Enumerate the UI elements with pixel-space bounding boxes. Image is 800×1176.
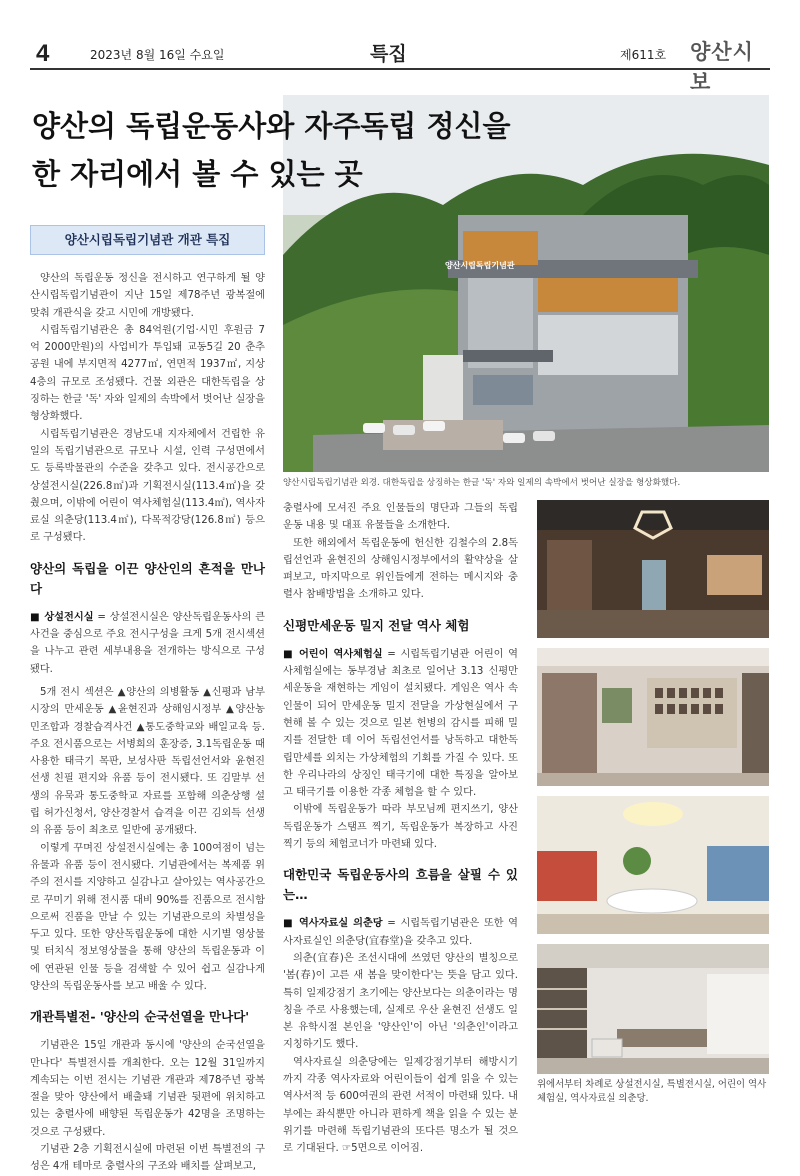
subheading: 신평만세운동 밀지 전달 역사 체험 bbox=[283, 617, 470, 633]
paragraph: 이렇게 꾸며진 상설전시실에는 총 100여점이 넘는 유물과 유품 등이 전시됐다. 기념관에서는 복제품 위주의 전시를 지양하고 실감나고 살아있는 역사공간으로 꾸미기 위해 전시품 대비 90%를 진품으로 전시함으로써 진품을 만날 수 있는 기념관으로의 차별성을 두고 있다. 또한 양산독립운동에 대한 시기별 영상물 및 터치식 정보영상물을 통해 양산의 독립운동과 이에 연관된 인물 등을 검색할 수 있어 쉽고 실감나게 양산의 독립운동사를 보고 배울 수 있다. bbox=[30, 842, 265, 992]
paragraph: 역사자료실 의춘당에는 일제강점기부터 해방시기까지 각종 역사자료와 어린이들이 쉽게 읽을 수 있는 역사서적 등 600여권의 관련 서적이 마련돼 있다. 내부에는 좌식뿐만 아니라 편하게 책을 읽을 수 있는 분위기를 마련해 독립기념관의 또다른 명소가 될 것으로 기대된다. ☞5면으로 이어짐. bbox=[283, 1056, 518, 1155]
permanent-exhibition-photo bbox=[537, 500, 769, 638]
section-lead: ■ 어린이 역사체험실 bbox=[283, 648, 383, 660]
paragraph: 기념관은 15일 개관과 동시에 '양산의 순국선열을 만나다' 특별전시를 개최한다. 오는 12월 31일까지 계속되는 이번 전시는 기념관 개관과 제78주년 광복절을 맞아 양산에서 배출돼 기념관 뒷편에 위치하고 있는 충렬사에 배향된 독립운동가 42명을 조명하는 것으로 구성됐다. bbox=[30, 1040, 265, 1138]
paragraph: 5개 전시 섹션은 ▲양산의 의병활동 ▲신평과 남부시장의 만세운동 ▲윤현진과 상해임시정부 ▲양산농민조합과 경찰습격사건 ▲통도중학교와 배일교육 등. 주요 전시품으로는 서병희의 훈장증, 3.1독립운동 때 사용한 태극기 목판, 보성사판 독립선언서와 윤현진 선생 친필 편지와 유품 등이 전시됐다. 또 김말부 선생의 유묵과 통도중학교 자료를 포함해 의춘상행 설립 허가신청서, 양산경찰서 습격을 이끈 김외득 선생의 유품 등이 최초로 일반에 공개됐다. bbox=[30, 686, 265, 837]
building-sign: 양산시립독립기념관 bbox=[445, 261, 515, 270]
paragraph: 양산의 독립운동 정신을 전시하고 연구하게 될 양산시립독립기념관이 지난 15일 제78주년 광복절에 맞춰 개관식을 갖고 시민에 개방됐다. bbox=[30, 273, 265, 319]
feature-tag: 양산시립독립기념관 개관 특집 bbox=[30, 225, 265, 255]
masthead-divider bbox=[30, 68, 770, 70]
archive-room-photo bbox=[537, 944, 769, 1074]
paragraph: 충렬사에 모셔진 주요 인물들의 명단과 그들의 독립운동 내용 및 대표 유물들을 소개한다. bbox=[283, 503, 518, 532]
article-column-middle bbox=[283, 500, 518, 1158]
article-column-left bbox=[30, 270, 265, 1176]
paragraph: 또한 해외에서 독립운동에 헌신한 김철수의 2.8독립선언과 윤현진의 상해임시정부에서의 활약상을 살펴보고, 마지막으로 위인들에게 전하는 메시지와 충렬사 참배방법을 소개하고 있다. bbox=[283, 537, 518, 601]
paragraph: ■ 역사자료실 의춘당 = 시립독립기념관은 또한 역사자료실인 의춘당(宜春堂)을 갖추고 있다. bbox=[283, 918, 518, 947]
paragraph: ■ 상설전시실 = 상설전시실은 양산독립운동사의 큰 사건을 중심으로 주요 전시구성을 크게 5개 전시섹션을 나누고 관련 세부내용을 전개하는 방식으로 구성됐다. bbox=[30, 611, 265, 675]
issue-number: 제611호 bbox=[620, 48, 667, 62]
subheading: 대한민국 독립운동사의 흐름을 살필 수 있는… bbox=[283, 867, 518, 903]
paragraph: 시립독립기념관은 총 84억원(기업·시민 후원금 7억 2000만원)의 사업비가 투입돼 교동5길 20 춘추공원 내에 부지면적 4277㎡, 연면적 1937㎡, 지상 4층의 규모로 조성됐다. 건물 외관은 대한독립을 상징하는 한글 '독' 자와 일제의 속박에서 벗어난 실장을 형상화했다. bbox=[30, 324, 265, 423]
headline bbox=[32, 102, 592, 198]
headline-line-2: 한 자리에서 볼 수 있는 곳 bbox=[32, 157, 363, 191]
section-title: 특집 bbox=[370, 43, 407, 65]
page-number: 4 bbox=[36, 40, 50, 67]
subheading: 양산의 독립을 이끈 양산인의 흔적을 만나다 bbox=[30, 560, 265, 596]
main-photo-caption: 양산시립독립기념관 외경. 대한독립을 상징하는 한글 '독' 자와 일제의 속박에서 벗어난 실장을 형상화했다. bbox=[283, 478, 681, 488]
subheading: 개관특별전- '양산의 순국선열을 만나다' bbox=[30, 1009, 250, 1025]
paragraph: 기념관 2층 기획전시실에 마련된 이번 특별전의 구성은 4개 테마로 충렬사의 구조와 배치를 살펴보고, bbox=[30, 1144, 265, 1173]
section-lead: ■ 상설전시실 bbox=[30, 611, 94, 623]
section-lead: ■ 역사자료실 의춘당 bbox=[283, 918, 383, 930]
continue-note: ☞5면으로 이어짐. bbox=[341, 1143, 424, 1155]
newspaper-logo: 양산시보 bbox=[690, 39, 754, 94]
paragraph: 이밖에 독립운동가 따라 부모님께 편지쓰기, 양산독립운동가 스탬프 찍기, 독립운동가 복장하고 사진찍기 등의 체험코너가 마련돼 있다. bbox=[283, 804, 518, 851]
side-photos-caption: 위에서부터 차례로 상설전시실, 특별전시실, 어린이 역사체험실, 역사자료실 의춘당. bbox=[537, 1079, 767, 1104]
paragraph: 의춘(宜春)은 조선시대에 쓰였던 양산의 별칭으로 '봄(春)이 고른 새 봄을 맞이한다'는 뜻을 담고 있다. 특히 일제강점기 초기에는 양산보다는 의춘이라는 명칭을 주로 사용했는데, 실제로 우산 윤현진 선생도 일본 유학시절 본인을 '양산인'이 아닌 '의춘인'이라고 지칭하기도 했다. bbox=[283, 952, 518, 1051]
paragraph: 시립독립기념관은 경남도내 지자체에서 건립한 유일의 독립기념관으로 규모나 시설, 인력 구성면에서도 등록박물관의 수준을 갖추고 있다. 전시공간으로 상설전시실(226.8㎡)과 기획전시실(113.4㎡)을 갖췄으며, 이밖에 어린이 역사체험실(113.4㎡), 역사자료실 의춘당(113.4㎡), 다목적강당(126.8㎡) 등으로 구성됐다. bbox=[30, 428, 265, 544]
paragraph: ■ 어린이 역사체험실 = 시립독립기념관 어린이 역사체험실에는 동부경남 최초로 일어난 3.13 신평만세운동을 재현하는 게임이 설치됐다. 게임은 역사 속 인물이 되어 만세운동 밀지 전달을 가상현실에서 구현해 볼 수 있는 것으로 일본 헌병의 감시를 피해 밀지를 전달한 데 이어 독립선언서를 낭독하고 대한독립만세를 외치는 가상체험의 기회를 가질 수 있다. 또한 우리나라의 상징인 태극기에 대한 특징을 알아보고 태극기를 이용한 각종 체험을 할 수 있다. bbox=[283, 648, 518, 799]
headline-line-1: 양산의 독립운동사와 자주독립 정신을 bbox=[32, 109, 511, 143]
issue-date: 2023년 8월 16일 수요일 bbox=[90, 48, 225, 62]
children-history-room-photo bbox=[537, 796, 769, 934]
special-exhibition-photo bbox=[537, 648, 769, 786]
